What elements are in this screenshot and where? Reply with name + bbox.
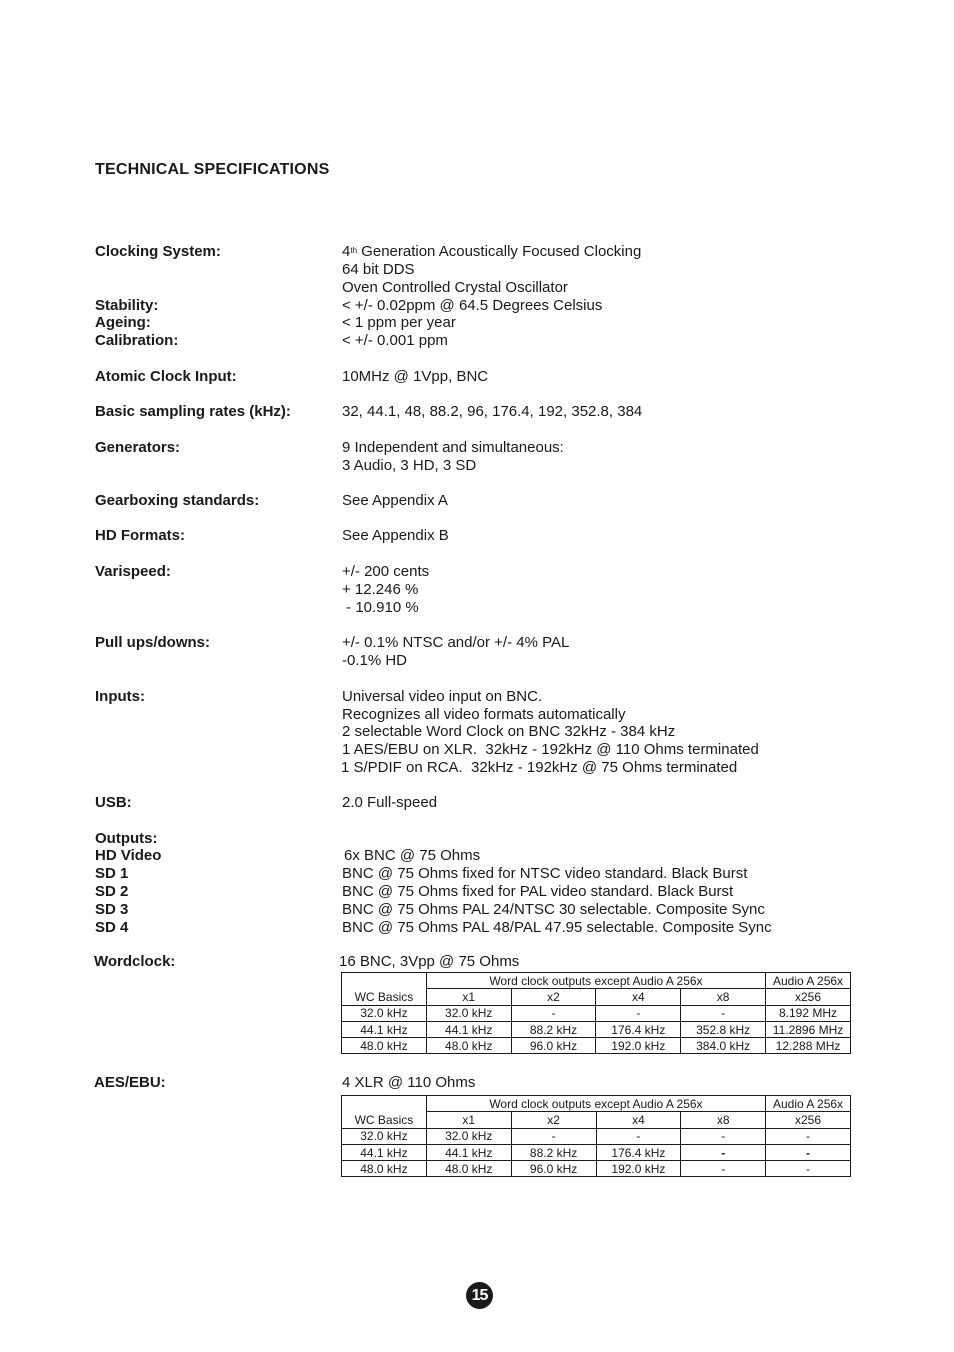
table-cell: 48.0 kHz: [342, 1161, 427, 1177]
table-col-header: WC Basics: [342, 1112, 427, 1128]
table-cell: -: [681, 1144, 766, 1160]
table-col-header: WC Basics: [342, 989, 427, 1005]
table-col-header: x4: [596, 989, 681, 1005]
page-title: TECHNICAL SPECIFICATIONS: [95, 161, 330, 178]
table-col-header: x2: [511, 1112, 596, 1128]
wordclock-value: 16 BNC, 3Vpp @ 75 Ohms: [339, 953, 520, 970]
table-col-header: x1: [426, 1112, 511, 1128]
table-cell: -: [596, 1005, 681, 1021]
table-cell: -: [681, 1005, 766, 1021]
table-cell: 12.288 MHz: [766, 1038, 851, 1054]
outputs-hd-value: 6x BNC @ 75 Ohms: [344, 847, 481, 864]
table-row: [342, 1021, 851, 1037]
table-group-header: Word clock outputs except Audio A 256x: [426, 1096, 765, 1112]
table-group-header: Word clock outputs except Audio A 256x: [426, 973, 765, 989]
table-col-header: x4: [596, 1112, 681, 1128]
table-col-header: x8: [681, 989, 766, 1005]
table-cell: 32.0 kHz: [342, 1128, 427, 1144]
table-cell: 32.0 kHz: [426, 1128, 511, 1144]
hd-formats-value: See Appendix B: [342, 527, 449, 544]
clocking-system-line2: 64 bit DDS: [342, 261, 415, 278]
outputs-sd4-value: BNC @ 75 Ohms PAL 48/PAL 47.95 selectable. Composite Sync: [342, 919, 772, 936]
aesebu-value: 4 XLR @ 110 Ohms: [342, 1074, 476, 1091]
varispeed-line3: - 10.910 %: [342, 599, 419, 616]
table-audio-header: Audio A 256x: [766, 1096, 851, 1112]
table-cell: 8.192 MHz: [766, 1005, 851, 1021]
inputs-label: Inputs:: [95, 688, 145, 705]
table-cell: 192.0 kHz: [596, 1161, 681, 1177]
table-cell: 44.1 kHz: [342, 1144, 427, 1160]
aesebu-table: [341, 1095, 851, 1177]
table-col-header: x256: [766, 989, 851, 1005]
page-number-badge: 15: [466, 1282, 493, 1309]
table-cell: -: [681, 1161, 766, 1177]
outputs-hd-label: HD Video: [95, 847, 162, 864]
table-cell: 96.0 kHz: [511, 1161, 596, 1177]
clocking-system-label: Clocking System:: [95, 243, 221, 260]
table-cell: 32.0 kHz: [342, 1005, 427, 1021]
table-cell: 32.0 kHz: [426, 1005, 511, 1021]
table-cell: 192.0 kHz: [596, 1038, 681, 1054]
varispeed-label: Varispeed:: [95, 563, 171, 580]
outputs-sd2-value: BNC @ 75 Ohms fixed for PAL video standard. Black Burst: [342, 883, 734, 900]
inputs-line2: Recognizes all video formats automatically: [342, 706, 626, 723]
table-row: [342, 1128, 851, 1144]
table-row: [342, 1161, 851, 1177]
table-cell: 96.0 kHz: [511, 1038, 596, 1054]
inputs-line1: Universal video input on BNC.: [342, 688, 543, 705]
table-cell: -: [511, 1128, 596, 1144]
inputs-line4: 1 AES/EBU on XLR. 32kHz - 192kHz @ 110 Ohms terminated: [342, 741, 759, 758]
table-cell: -: [681, 1128, 766, 1144]
stability-label: Stability:: [95, 297, 159, 314]
table-row: [342, 1005, 851, 1021]
inputs-line5: 1 S/PDIF on RCA. 32kHz - 192kHz @ 75 Ohms terminated: [341, 759, 738, 776]
table-cell: 384.0 kHz: [681, 1038, 766, 1054]
table-cell: -: [766, 1144, 851, 1160]
outputs-sd3-label: SD 3: [95, 901, 129, 918]
wordclock-table: [341, 972, 851, 1054]
table-col-header: x8: [681, 1112, 766, 1128]
clocking-system-value: 4th Generation Acoustically Focused Clocking: [342, 243, 642, 260]
varispeed-line2: + 12.246 %: [342, 581, 419, 598]
aesebu-label: AES/EBU:: [94, 1074, 166, 1091]
calibration-label: Calibration:: [95, 332, 179, 349]
outputs-sd1-value: BNC @ 75 Ohms fixed for NTSC video standard. Black Burst: [342, 865, 748, 882]
varispeed-line1: +/- 200 cents: [342, 563, 430, 580]
table-cell: 44.1 kHz: [426, 1021, 511, 1037]
pull-line1: +/- 0.1% NTSC and/or +/- 4% PAL: [342, 634, 570, 651]
table-audio-header: Audio A 256x: [766, 973, 851, 989]
table-cell: 176.4 kHz: [596, 1021, 681, 1037]
clocking-system-line3: Oven Controlled Crystal Oscillator: [342, 279, 568, 296]
table-cell: 44.1 kHz: [342, 1021, 427, 1037]
table-corner: [342, 1096, 427, 1112]
table-cell: 176.4 kHz: [596, 1144, 681, 1160]
outputs-sd4-label: SD 4: [95, 919, 129, 936]
table-cell: 48.0 kHz: [342, 1038, 427, 1054]
outputs-sd3-value: BNC @ 75 Ohms PAL 24/NTSC 30 selectable. Composite Sync: [342, 901, 765, 918]
hd-formats-label: HD Formats:: [95, 527, 186, 544]
wordclock-label: Wordclock:: [94, 953, 176, 970]
table-corner: [342, 973, 427, 989]
table-cell: -: [511, 1005, 596, 1021]
table-cell: 88.2 kHz: [511, 1021, 596, 1037]
table-cell: 88.2 kHz: [511, 1144, 596, 1160]
calibration-value: < +/- 0.001 ppm: [342, 332, 448, 349]
outputs-sd1-label: SD 1: [95, 865, 129, 882]
outputs-sd2-label: SD 2: [95, 883, 129, 900]
stability-value: < +/- 0.02ppm @ 64.5 Degrees Celsius: [342, 297, 603, 314]
table-cell: 48.0 kHz: [426, 1038, 511, 1054]
pull-line2: -0.1% HD: [342, 652, 408, 669]
table-cell: -: [596, 1128, 681, 1144]
table-cell: -: [766, 1161, 851, 1177]
generators-line2: 3 Audio, 3 HD, 3 SD: [342, 457, 477, 474]
table-row: [342, 1038, 851, 1054]
ageing-value: < 1 ppm per year: [342, 314, 456, 331]
table-row: [342, 1144, 851, 1160]
table-col-header: x2: [511, 989, 596, 1005]
sampling-rates-label: Basic sampling rates (kHz):: [95, 403, 291, 420]
table-cell: 11.2896 MHz: [766, 1021, 851, 1037]
pull-label: Pull ups/downs:: [95, 634, 210, 651]
atomic-clock-label: Atomic Clock Input:: [95, 368, 237, 385]
table-cell: 352.8 kHz: [681, 1021, 766, 1037]
table-cell: 48.0 kHz: [426, 1161, 511, 1177]
usb-label: USB:: [95, 794, 132, 811]
usb-value: 2.0 Full-speed: [342, 794, 438, 811]
ageing-label: Ageing:: [95, 314, 151, 331]
table-col-header: x256: [766, 1112, 851, 1128]
atomic-clock-value: 10MHz @ 1Vpp, BNC: [342, 368, 489, 385]
generators-label: Generators:: [95, 439, 181, 456]
generators-line1: 9 Independent and simultaneous:: [342, 439, 564, 456]
table-cell: -: [766, 1128, 851, 1144]
outputs-label: Outputs:: [95, 830, 158, 847]
inputs-line3: 2 selectable Word Clock on BNC 32kHz - 384 kHz: [342, 723, 676, 740]
table-cell: 44.1 kHz: [426, 1144, 511, 1160]
gearboxing-label: Gearboxing standards:: [95, 492, 260, 509]
table-col-header: x1: [426, 989, 511, 1005]
sampling-rates-value: 32, 44.1, 48, 88.2, 96, 176.4, 192, 352.8, 384: [342, 403, 643, 420]
gearboxing-value: See Appendix A: [342, 492, 448, 509]
